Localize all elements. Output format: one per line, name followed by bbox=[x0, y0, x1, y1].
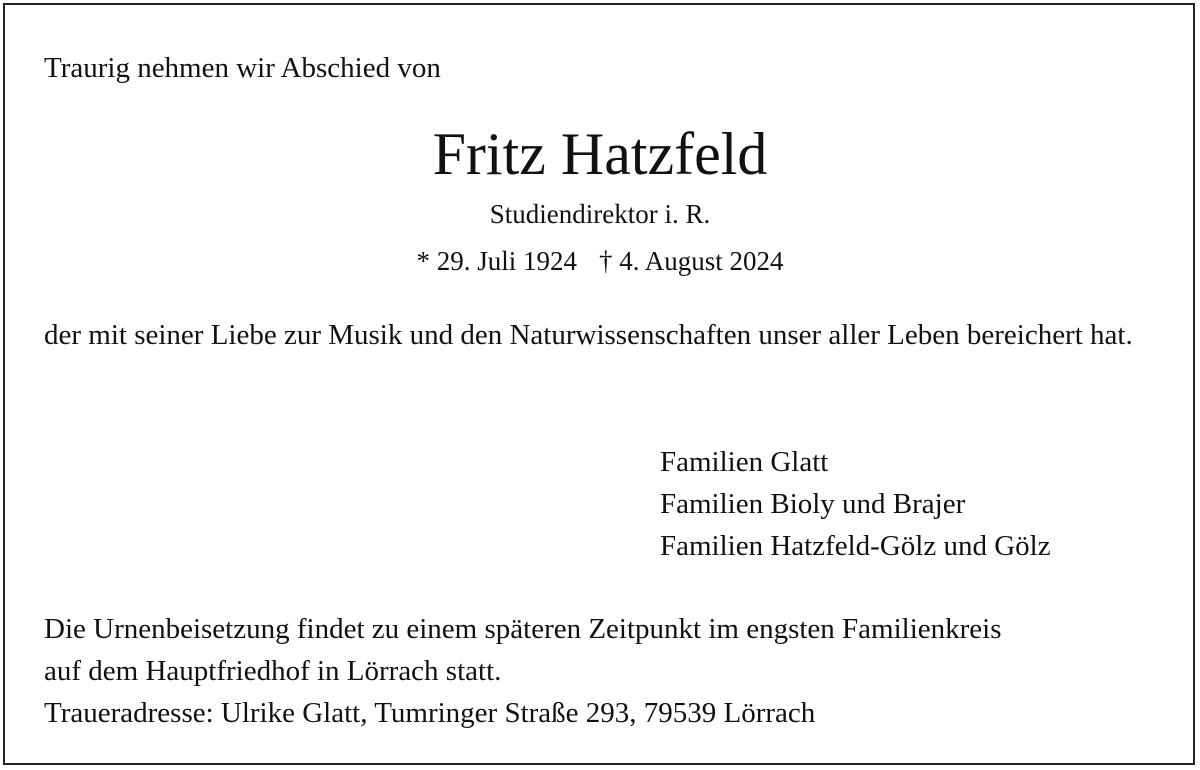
mourners-list bbox=[660, 441, 1051, 567]
burial-line-2: auf dem Hauptfriedhof in Lörrach statt. bbox=[44, 655, 502, 687]
funeral-info bbox=[44, 608, 1002, 734]
life-dates bbox=[0, 243, 1200, 279]
mourner-item: Familien Glatt bbox=[660, 446, 829, 478]
mourning-address: Traueradresse: Ulrike Glatt, Tumringer Straße 293, 79539 Lörrach bbox=[44, 697, 816, 729]
deceased-title: Studiendirektor i. R. bbox=[489, 199, 711, 229]
mourner-item: Familien Hatzfeld-Gölz und Gölz bbox=[660, 530, 1051, 562]
tribute-text: der mit seiner Liebe zur Musik und den Naturwissenschaften unser aller Leben bereichert hat. bbox=[44, 319, 1133, 351]
mourner-item: Familien Bioly und Brajer bbox=[660, 488, 966, 520]
intro-text: Traurig nehmen wir Abschied von bbox=[44, 52, 441, 84]
death-date: † 4. August 2024 bbox=[598, 246, 784, 276]
birth-date: * 29. Juli 1924 bbox=[416, 246, 577, 276]
deceased-name: Fritz Hatzfeld bbox=[432, 121, 768, 187]
burial-line-1: Die Urnenbeisetzung findet zu einem späteren Zeitpunkt im engsten Familienkreis bbox=[44, 613, 1002, 645]
